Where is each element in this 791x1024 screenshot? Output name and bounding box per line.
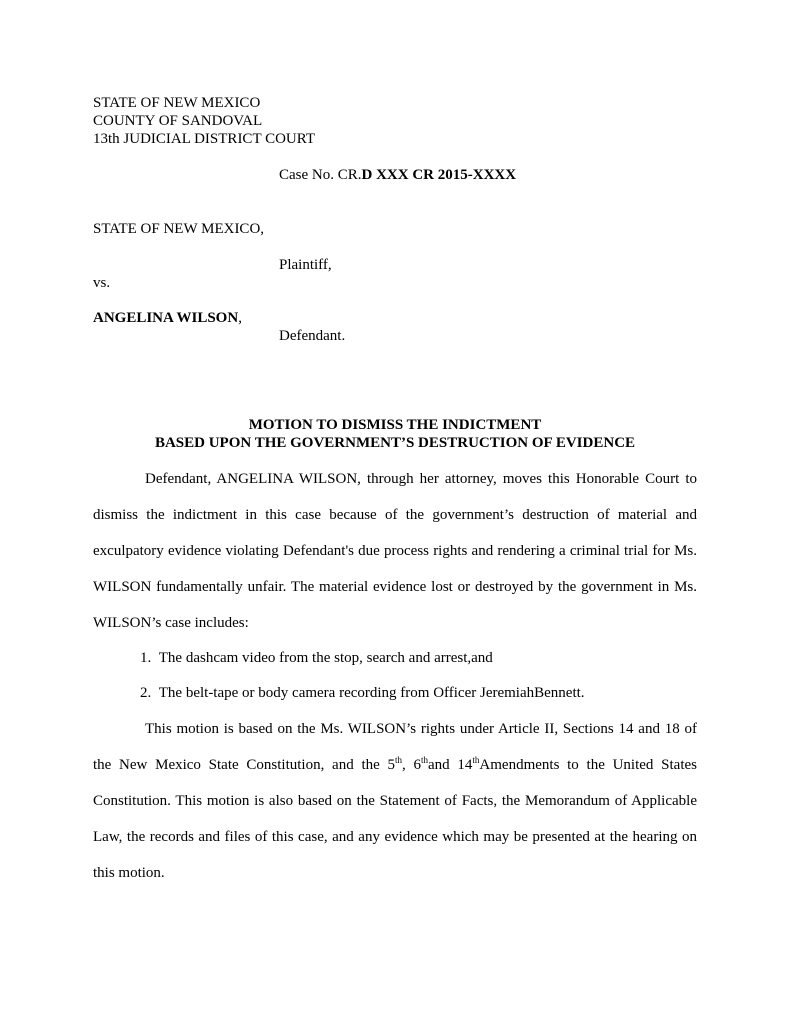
plaintiff-name: STATE OF NEW MEXICO, bbox=[93, 221, 265, 237]
basis-paragraph bbox=[93, 711, 697, 891]
motion-title-line2: BASED UPON THE GOVERNMENT’S DESTRUCTION OF EVIDENCE bbox=[154, 435, 636, 451]
list-item-text: The dashcam video from the stop, search and arrest,and bbox=[158, 650, 493, 666]
list-item-number: 1. bbox=[140, 650, 152, 666]
list-item-text: The belt-tape or body camera recording from Officer JeremiahBennett. bbox=[158, 685, 585, 701]
list-item bbox=[140, 649, 493, 667]
basis-text-d: Amendments to the United States Constitution. This motion is also based on the Statement of Facts, the Memorandum of Applicable Law, the records and files of this case, and any evidence which may be presented at the hearing on this motion. bbox=[93, 757, 697, 881]
defendant-name-line bbox=[93, 309, 242, 327]
superscript-th: th bbox=[395, 755, 403, 765]
basis-text-b: , 6 bbox=[402, 757, 421, 773]
case-number-prefix: Case No. CR. bbox=[279, 167, 362, 183]
court-county: COUNTY OF SANDOVAL bbox=[93, 113, 263, 129]
intro-paragraph-text: Defendant, ANGELINA WILSON, through her attorney, moves this Honorable Court to dismiss the indictment in this case because of the government’s destruction of material and exculpatory evidence violating Defendant's due process rights and rendering a criminal trial for Ms. WILSON fundamentally unfair. The material evidence lost or destroyed by the government in Ms. WILSON’s case includes: bbox=[93, 471, 697, 631]
motion-title-line1: MOTION TO DISMISS THE INDICTMENT bbox=[248, 417, 542, 433]
versus: vs. bbox=[93, 275, 111, 291]
list-item bbox=[140, 684, 585, 702]
defendant-comma: , bbox=[238, 310, 242, 326]
list-item-number: 2. bbox=[140, 685, 152, 701]
defendant-label: Defendant. bbox=[279, 328, 346, 344]
basis-text-a: This motion is based on the Ms. WILSON’s rights under Article II, Sections 14 and 18 of the New Mexico State Constitution, and the 5 bbox=[93, 721, 697, 773]
superscript-th: th bbox=[472, 755, 480, 765]
basis-text-c: and 14 bbox=[428, 757, 473, 773]
defendant-name: ANGELINA WILSON bbox=[93, 310, 239, 326]
superscript-th: th bbox=[421, 755, 429, 765]
case-number-line bbox=[279, 166, 516, 184]
court-name: 13th JUDICIAL DISTRICT COURT bbox=[93, 131, 316, 147]
court-state: STATE OF NEW MEXICO bbox=[93, 95, 261, 111]
plaintiff-label: Plaintiff, bbox=[279, 257, 332, 273]
intro-paragraph bbox=[93, 461, 697, 641]
case-number: D XXX CR 2015-XXXX bbox=[361, 167, 517, 183]
